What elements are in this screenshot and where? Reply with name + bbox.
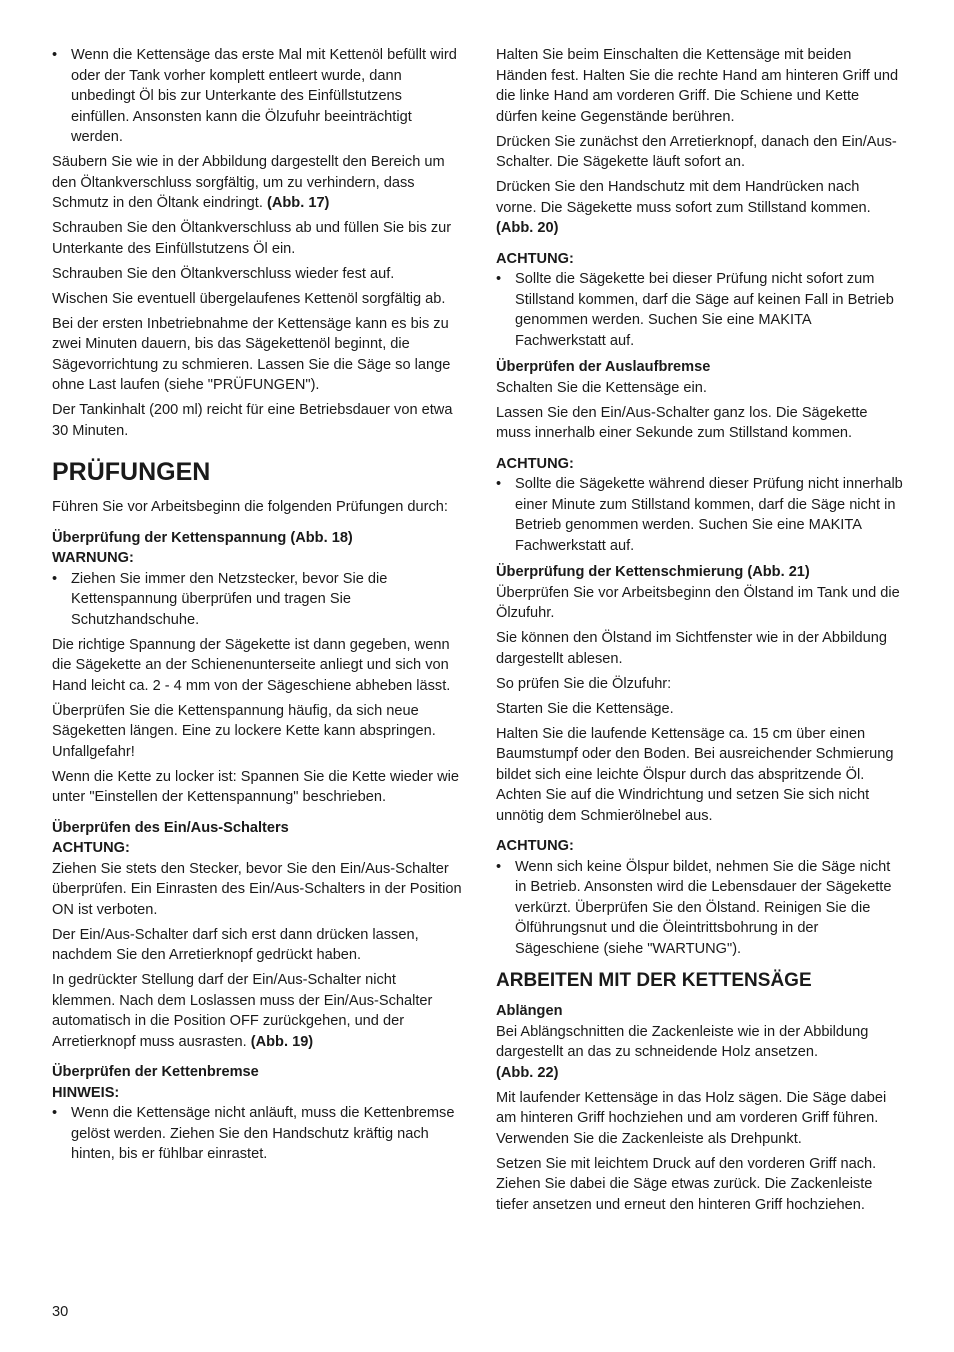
paragraph: Der Ein/Aus-Schalter darf sich erst dann drücken lassen, nachdem Sie den Arretierknopf gedrückt haben. (52, 926, 419, 963)
paragraph: Starten Sie die Kettensäge. (496, 700, 674, 717)
bullet-item: • Sollte die Sägekette während dieser Prüfung nicht innerhalb einer Minute zum Stillstand kommen, darf die Säge nicht in Betrieb genommen werden. Suchen Sie eine MAKITA Fachwerkstatt auf. (496, 474, 904, 556)
bullet-item: • Wenn die Kettensäge nicht anläuft, muss die Kettenbremse gelöst werden. Ziehen Sie den Handschutz kräftig nach hinten, bis er fühlbar einrastet. (52, 1103, 462, 1165)
figure-reference: (Abb. 19) (250, 1033, 314, 1050)
section-heading: ARBEITEN MIT DER KETTENSÄGE (496, 970, 812, 991)
caution-label: ACHTUNG: (496, 838, 574, 854)
left-column (52, 45, 462, 1169)
figure-reference: (Abb. 22) (496, 1064, 559, 1081)
paragraph: Die richtige Spannung der Sägekette ist dann gegeben, wenn die Sägekette an der Schienenunterseite anliegt und sich von Hand leicht ca. 2 - 4 mm von der Sägeschiene abheben lässt. (52, 636, 451, 694)
caution-label: ACHTUNG: (52, 840, 130, 856)
paragraph: Sie können den Ölstand im Sichtfenster wie in der Abbildung dargestellt ablesen. (496, 630, 888, 667)
figure-reference: (Abb. 20) (496, 220, 559, 236)
paragraph: Drücken Sie zunächst den Arretierknopf, danach den Ein/Aus-Schalter. Die Sägekette läuft sofort an. (496, 133, 897, 170)
paragraph: So prüfen Sie die Ölzufuhr: (496, 675, 672, 692)
subsection-title: Überprüfen der Kettenbremse (52, 1064, 259, 1080)
right-column (496, 45, 904, 1220)
paragraph: Halten Sie die laufende Kettensäge ca. 15 cm über einen Baumstumpf oder den Boden. Bei ausreichender Schmierung bildet sich eine leichte Ölspur durch das abspritzende Öl. Achten Sie auf die Windrichtung und setzen Sie sich nicht unnötig dem Schmierölnebel aus. (496, 725, 894, 824)
caution-label: ACHTUNG: (496, 455, 574, 472)
paragraph: Mit laufender Kettensäge in das Holz sägen. Die Säge dabei am hinteren Griff hochziehen und am vorderen Griff führen. Verwenden Sie die Zackenleiste als Drehpunkt. (496, 1089, 887, 1147)
section-heading: PRÜFUNGEN (52, 458, 211, 486)
paragraph: Schrauben Sie den Öltankverschluss wieder fest auf. (52, 265, 395, 282)
bullet-item: • Wenn die Kettensäge das erste Mal mit Kettenöl befüllt wird oder der Tank vorher komplett entleert wurde, dann unbedingt Öl bis zur Unterkante des Einfüllstutzens einfüllen. Ansonsten kann die Ölzufuhr beeinträchtigt werden. (52, 45, 462, 148)
paragraph: Führen Sie vor Arbeitsbeginn die folgenden Prüfungen durch: (52, 499, 448, 515)
subsection-title: Überprüfung der Kettenspannung (Abb. 18) (52, 529, 353, 546)
paragraph: Schrauben Sie den Öltankverschluss ab und füllen Sie bis zur Unterkante des Einfüllstutzens Öl ein. (52, 220, 452, 257)
bullet-item: • Wenn sich keine Ölspur bildet, nehmen Sie die Säge nicht in Betrieb. Ansonsten wird die Lebensdauer der Sägekette verkürzt. Überprüfen Sie den Ölstand. Reinigen Sie die Ölführungsnut und die Öleintrittsbohrung in der Sägeschiene (siehe "WARTUNG"). (496, 857, 904, 960)
subsection-title: Überprüfen des Ein/Aus-Schalters (52, 819, 289, 836)
subsection-title: Überprüfen der Auslaufbremse (496, 359, 711, 375)
bullet-item: • Sollte die Sägekette bei dieser Prüfung nicht sofort zum Stillstand kommen, darf die Säge auf keinen Fall in Betrieb genommen werden. Suchen Sie eine MAKITA Fachwerkstatt auf. (496, 269, 904, 351)
paragraph: In gedrückter Stellung darf der Ein/Aus-Schalter nicht klemmen. Nach dem Loslassen muss der Ein/Aus-Schalter automatisch in die Position OFF zurückgehen, und der Arretierknopf muss ausrasten. (Abb. 19) (52, 972, 433, 1050)
paragraph: Schalten Sie die Kettensäge ein. (496, 379, 707, 396)
paragraph: Ziehen Sie stets den Stecker, bevor Sie den Ein/Aus-Schalter überprüfen. Ein Einrasten des Ein/Aus-Schalters in der Position ON ist verboten. (52, 860, 462, 918)
paragraph: Wischen Sie eventuell übergelaufenes Kettenöl sorgfältig ab. (52, 290, 446, 307)
bullet-item: • Ziehen Sie immer den Netzstecker, bevor Sie die Kettenspannung überprüfen und tragen Sie Schutzhandschuhe. (52, 569, 462, 631)
subsection-title: Ablängen (496, 1003, 563, 1019)
paragraph: Halten Sie beim Einschalten die Kettensäge mit beiden Händen fest. Halten Sie die rechte Hand am hinteren Griff und die linke Hand am vorderen Griff. Die Schiene und Kette dürfen keine Gegenstände berühren. (496, 47, 899, 125)
warning-label: WARNUNG: (52, 550, 134, 566)
paragraph: Bei Ablängschnitten die Zackenleiste wie in der Abbildung dargestellt an das zu schneidende Holz ansetzen. (Abb. 22) (496, 1023, 869, 1081)
paragraph: Bei der ersten Inbetriebnahme der Kettensäge kann es bis zu zwei Minuten dauern, bis das Sägekettenöl beginnt, die Sägevorrichtung zu schmieren. Lassen Sie die Säge so lange ohne Last laufen (siehe "PRÜFUNGEN"). (52, 315, 451, 393)
paragraph: Wenn die Kette zu locker ist: Spannen Sie die Kette wieder wie unter "Einstellen der Kettenspannung" beschrieben. (52, 768, 459, 805)
paragraph: Überprüfen Sie vor Arbeitsbeginn den Ölstand im Tank und die Ölzufuhr. (496, 584, 900, 621)
figure-reference: (Abb. 17) (266, 195, 330, 211)
paragraph: Überprüfen Sie die Kettenspannung häufig, da sich neue Sägeketten längen. Eine zu lockere Kette kann abspringen. Unfallgefahr! (52, 702, 436, 760)
note-label: HINWEIS: (52, 1084, 120, 1101)
paragraph: Lassen Sie den Ein/Aus-Schalter ganz los. Die Sägekette muss innerhalb einer Sekunde zum Stillstand kommen. (496, 404, 868, 441)
paragraph: Setzen Sie mit leichtem Druck auf den vorderen Griff nach. Ziehen Sie dabei die Säge etwas zurück. Die Zackenleiste tiefer ansetzen und erneut den hinteren Griff hochziehen. (496, 1155, 877, 1213)
paragraph: Der Tankinhalt (200 ml) reicht für eine Betriebsdauer von etwa 30 Minuten. (52, 402, 453, 439)
caution-label: ACHTUNG: (496, 250, 574, 267)
subsection-title: Überprüfung der Kettenschmierung (Abb. 21) (496, 564, 810, 580)
paragraph: Säubern Sie wie in der Abbildung dargestellt den Bereich um den Öltankverschluss sorgfältig, um zu verhindern, dass Schmutz in den Öltank eindringt. (Abb. 17) (52, 154, 445, 211)
paragraph: Drücken Sie den Handschutz mit dem Handrücken nach vorne. Die Sägekette muss sofort zum Stillstand kommen. (Abb. 20) (496, 179, 871, 236)
page-number: 30 (52, 1304, 69, 1320)
